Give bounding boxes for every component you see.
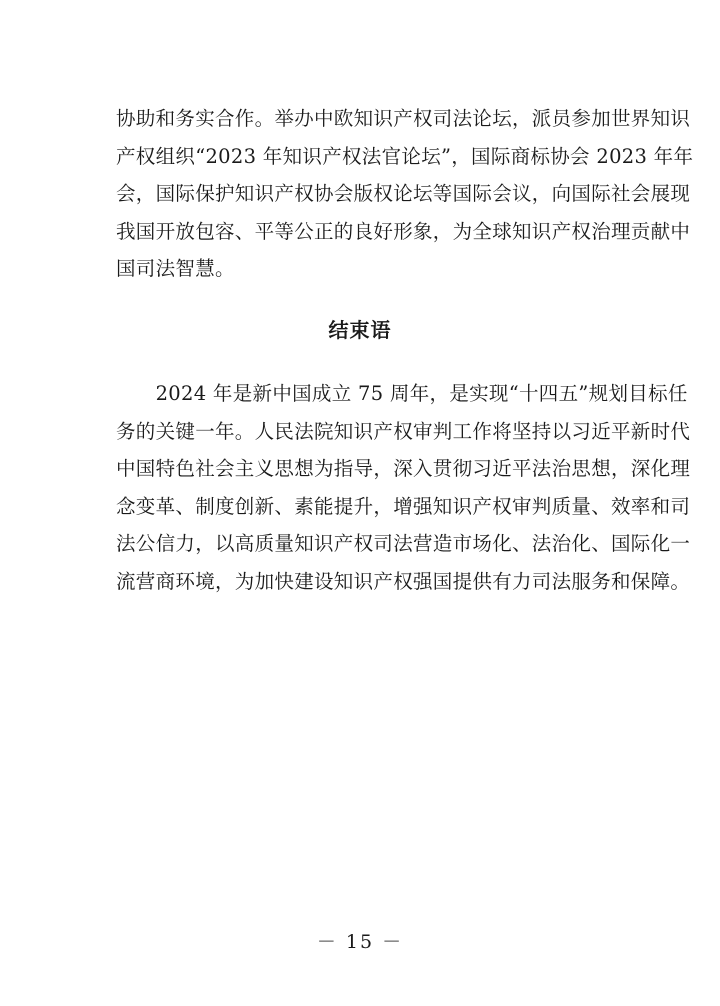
text-line: 协助和务实合作。举办中欧知识产权司法论坛，派员参加世界知识	[116, 107, 691, 130]
text-line: 我国开放包容、平等公正的良好形象，为全球知识产权治理贡献中	[116, 219, 691, 243]
text-line: 国司法智慧。	[116, 257, 235, 281]
text-line: 念变革、制度创新、素能提升，增强知识产权审判质量、效率和司	[116, 494, 691, 518]
section-heading-conclusion: 结束语	[328, 318, 392, 342]
page-number: － 15 －	[316, 931, 404, 953]
text-line: 务的关键一年。人民法院知识产权审判工作将坚持以习近平新时代	[116, 419, 691, 443]
text-line: 会，国际保护知识产权协会版权论坛等国际会议，向国际社会展现	[116, 182, 691, 206]
text-line: 产权组织“2023 年知识产权法官论坛”，国际商标协会 2023 年年	[116, 144, 694, 168]
body-paragraph-conclusion	[116, 375, 691, 601]
text-line: 中国特色社会主义思想为指导，深入贯彻习近平法治思想，深化理	[116, 457, 691, 481]
body-paragraph-cooperation	[116, 100, 694, 288]
text-line: 流营商环境，为加快建设知识产权强国提供有力司法服务和保障。	[116, 569, 691, 593]
text-line: 2024 年是新中国成立 75 周年，是实现“十四五”规划目标任	[116, 382, 688, 405]
text-line: 法公信力，以高质量知识产权司法营造市场化、法治化、国际化一	[116, 532, 691, 556]
